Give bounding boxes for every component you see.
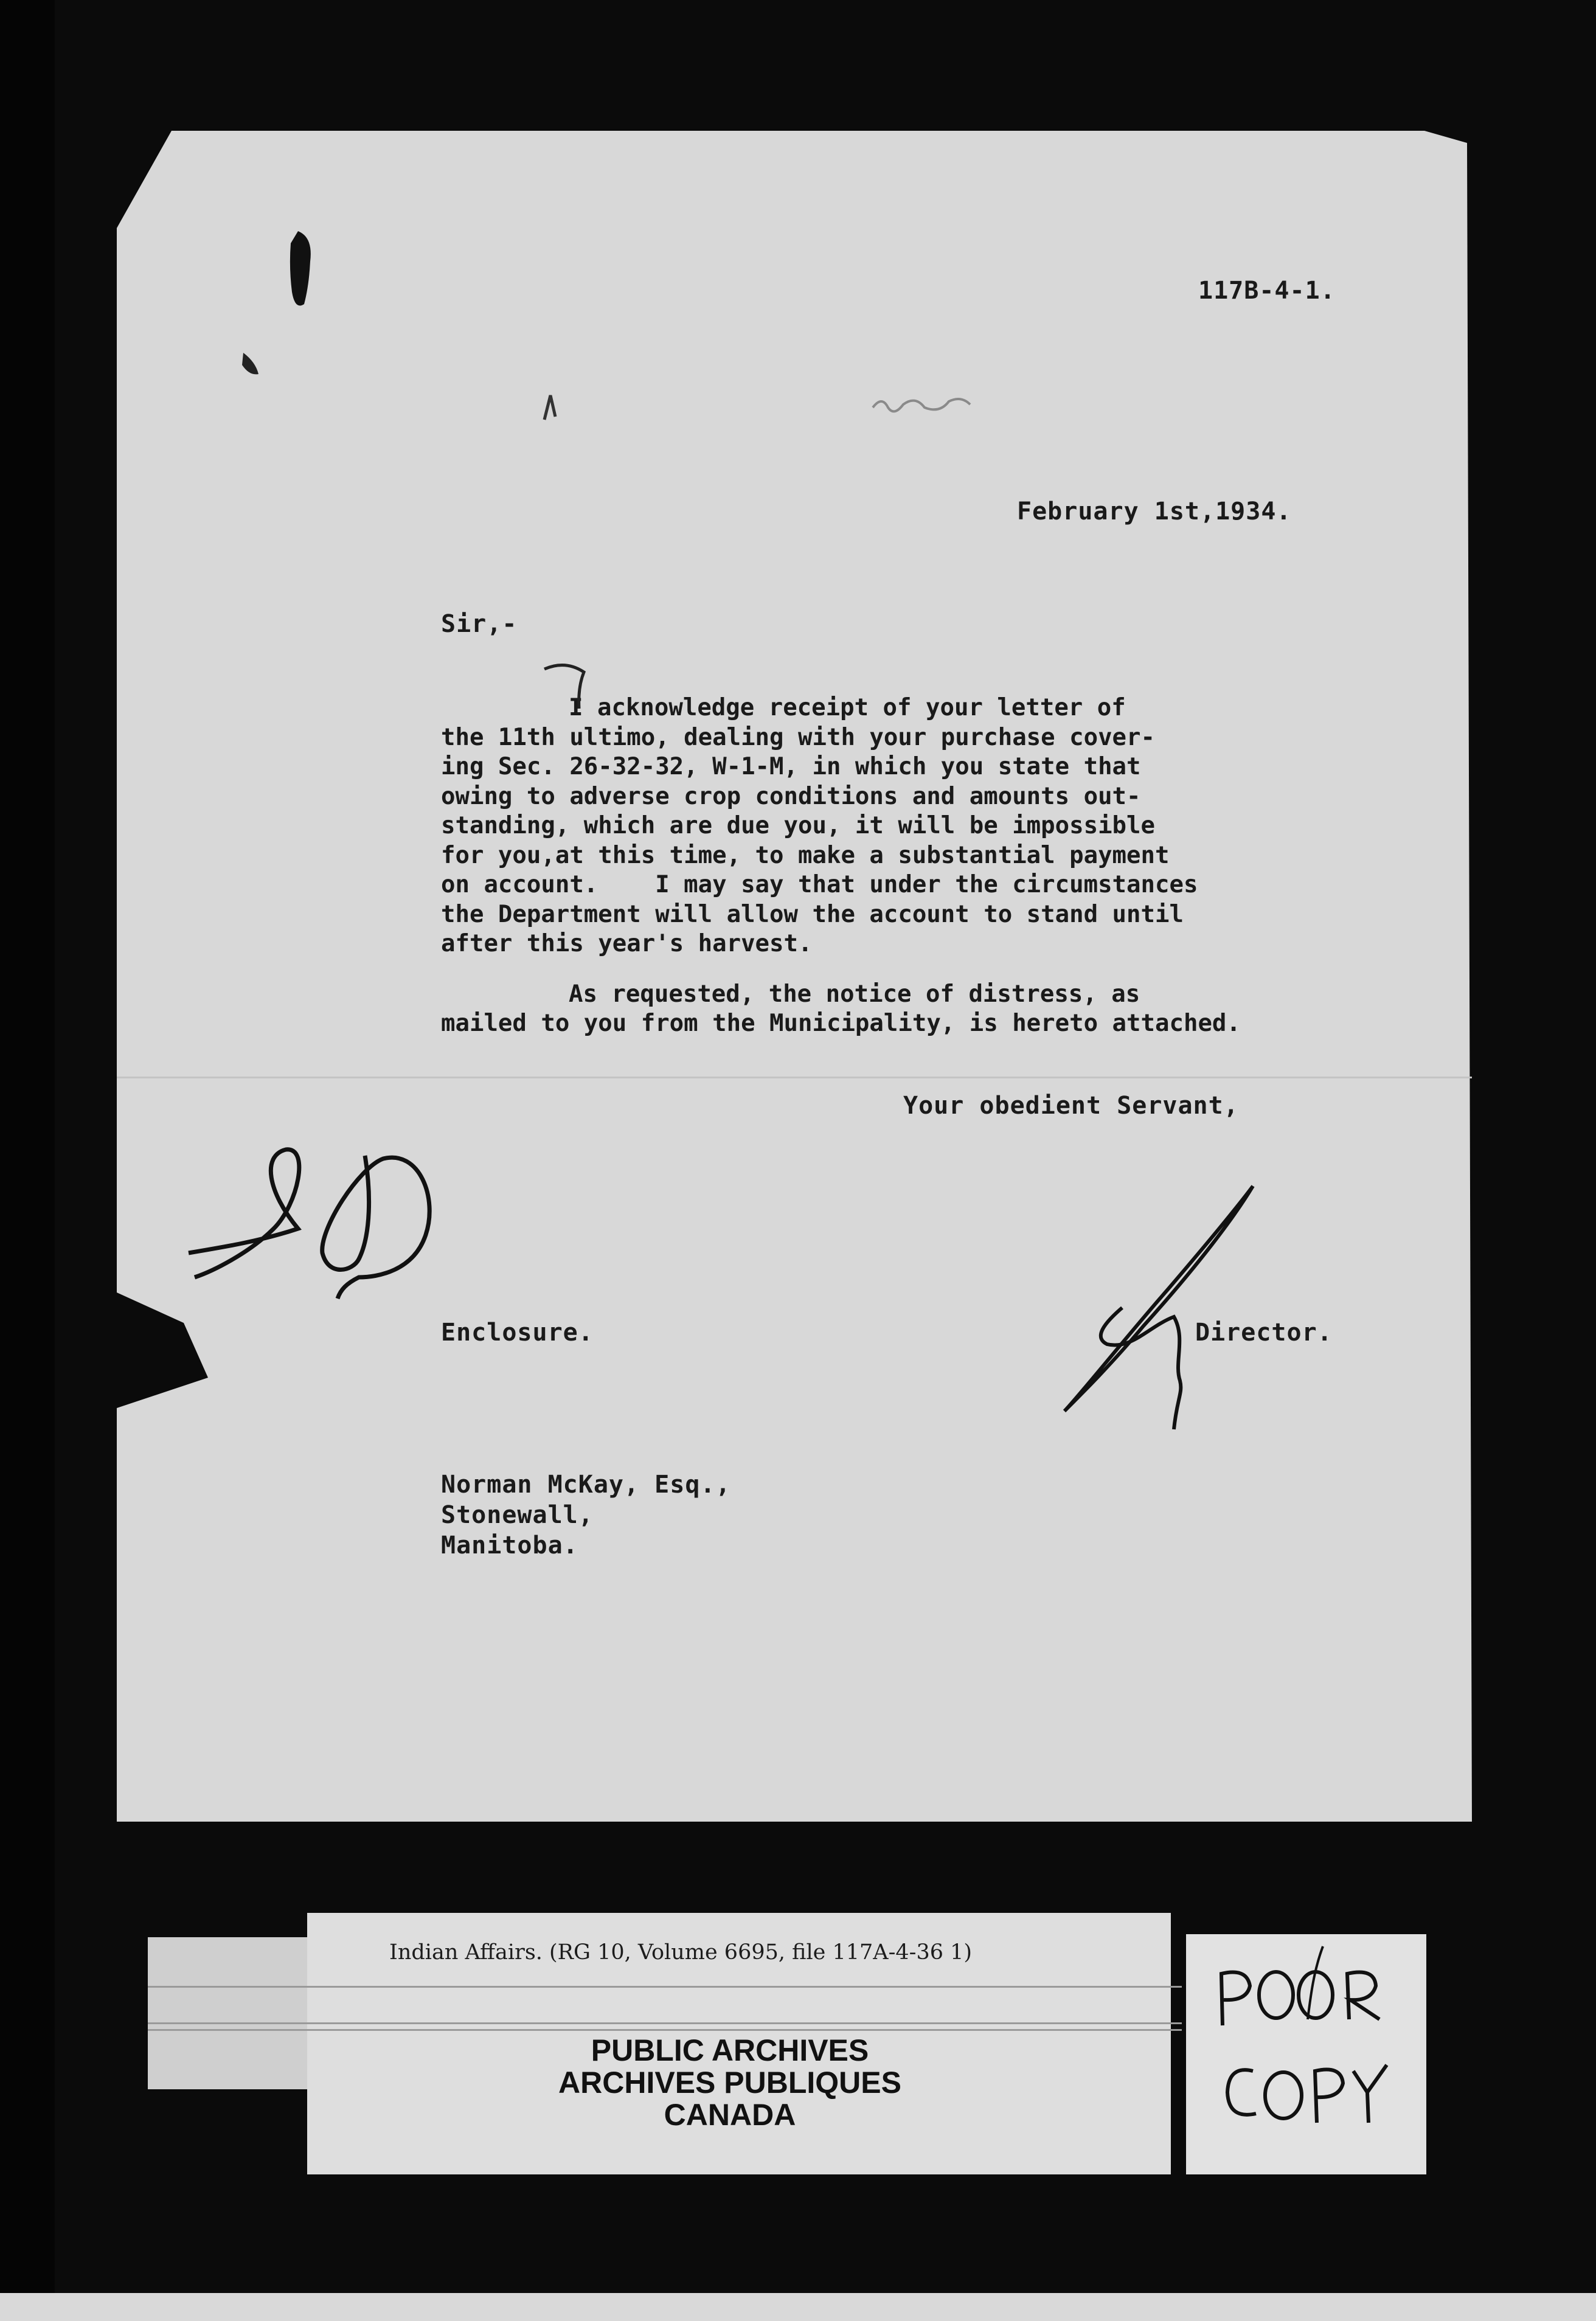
- file-reference: 117B-4-1.: [1198, 277, 1336, 305]
- handwritten-tick: [541, 657, 608, 718]
- enclosure-label: Enclosure.: [441, 1319, 594, 1347]
- body-line: I acknowledge receipt of your letter of: [569, 694, 1126, 721]
- recipient-town: Stonewall,: [441, 1501, 594, 1529]
- film-edge-strip: [0, 2293, 1596, 2321]
- faint-scribble: [870, 389, 1016, 420]
- label-backing-tab: [148, 1937, 309, 2089]
- label-rule: [148, 2029, 1182, 2031]
- archives-country: CANADA: [664, 2098, 796, 2132]
- film-border: [0, 0, 55, 2321]
- label-rule: [148, 1986, 1182, 1988]
- closing-line: Your obedient Servant,: [903, 1092, 1239, 1120]
- body-line: for you,at this time, to make a substantial payment: [441, 841, 1170, 869]
- archives-name: [426, 2035, 1034, 2131]
- body-line: on account. I may say that under the circumstances: [441, 871, 1198, 898]
- body-line: ing Sec. 26-32-32, W-1-M, in which you state that: [441, 753, 1141, 780]
- recipient-name: Norman McKay, Esq.,: [441, 1471, 731, 1499]
- margin-initials: [176, 1131, 456, 1308]
- signer-title: Director.: [1195, 1319, 1333, 1347]
- archives-name-fr: ARCHIVES PUBLIQUES: [558, 2066, 901, 2100]
- body-line: standing, which are due you, it will be impossible: [441, 812, 1155, 839]
- body-line: the 11th ultimo, dealing with your purchase cover-: [441, 723, 1155, 751]
- body-line: after this year's harvest.: [441, 930, 813, 957]
- pencil-mark: [538, 389, 563, 426]
- ink-blot-marks: [231, 219, 353, 432]
- letter-body: [441, 693, 1390, 1039]
- poor-copy-handwriting: [1186, 1934, 1426, 2174]
- body-line: the Department will allow the account to stand until: [441, 900, 1184, 928]
- body-line: owing to adverse crop conditions and amounts out-: [441, 782, 1141, 810]
- label-rule: [148, 2022, 1182, 2024]
- archive-reference: Indian Affairs. (RG 10, Volume 6695, file 117A-4-36 1): [389, 1940, 973, 1965]
- salutation: Sir,-: [441, 610, 518, 638]
- body-line: As requested, the notice of distress, as: [569, 980, 1140, 1008]
- recipient-province: Manitoba.: [441, 1532, 578, 1559]
- director-signature: [1052, 1180, 1271, 1460]
- fold-crease: [117, 1077, 1472, 1078]
- body-line: mailed to you from the Municipality, is hereto attached.: [441, 1010, 1241, 1037]
- archives-name-en: PUBLIC ARCHIVES: [591, 2033, 869, 2067]
- letter-date: February 1st,1934.: [1017, 498, 1292, 526]
